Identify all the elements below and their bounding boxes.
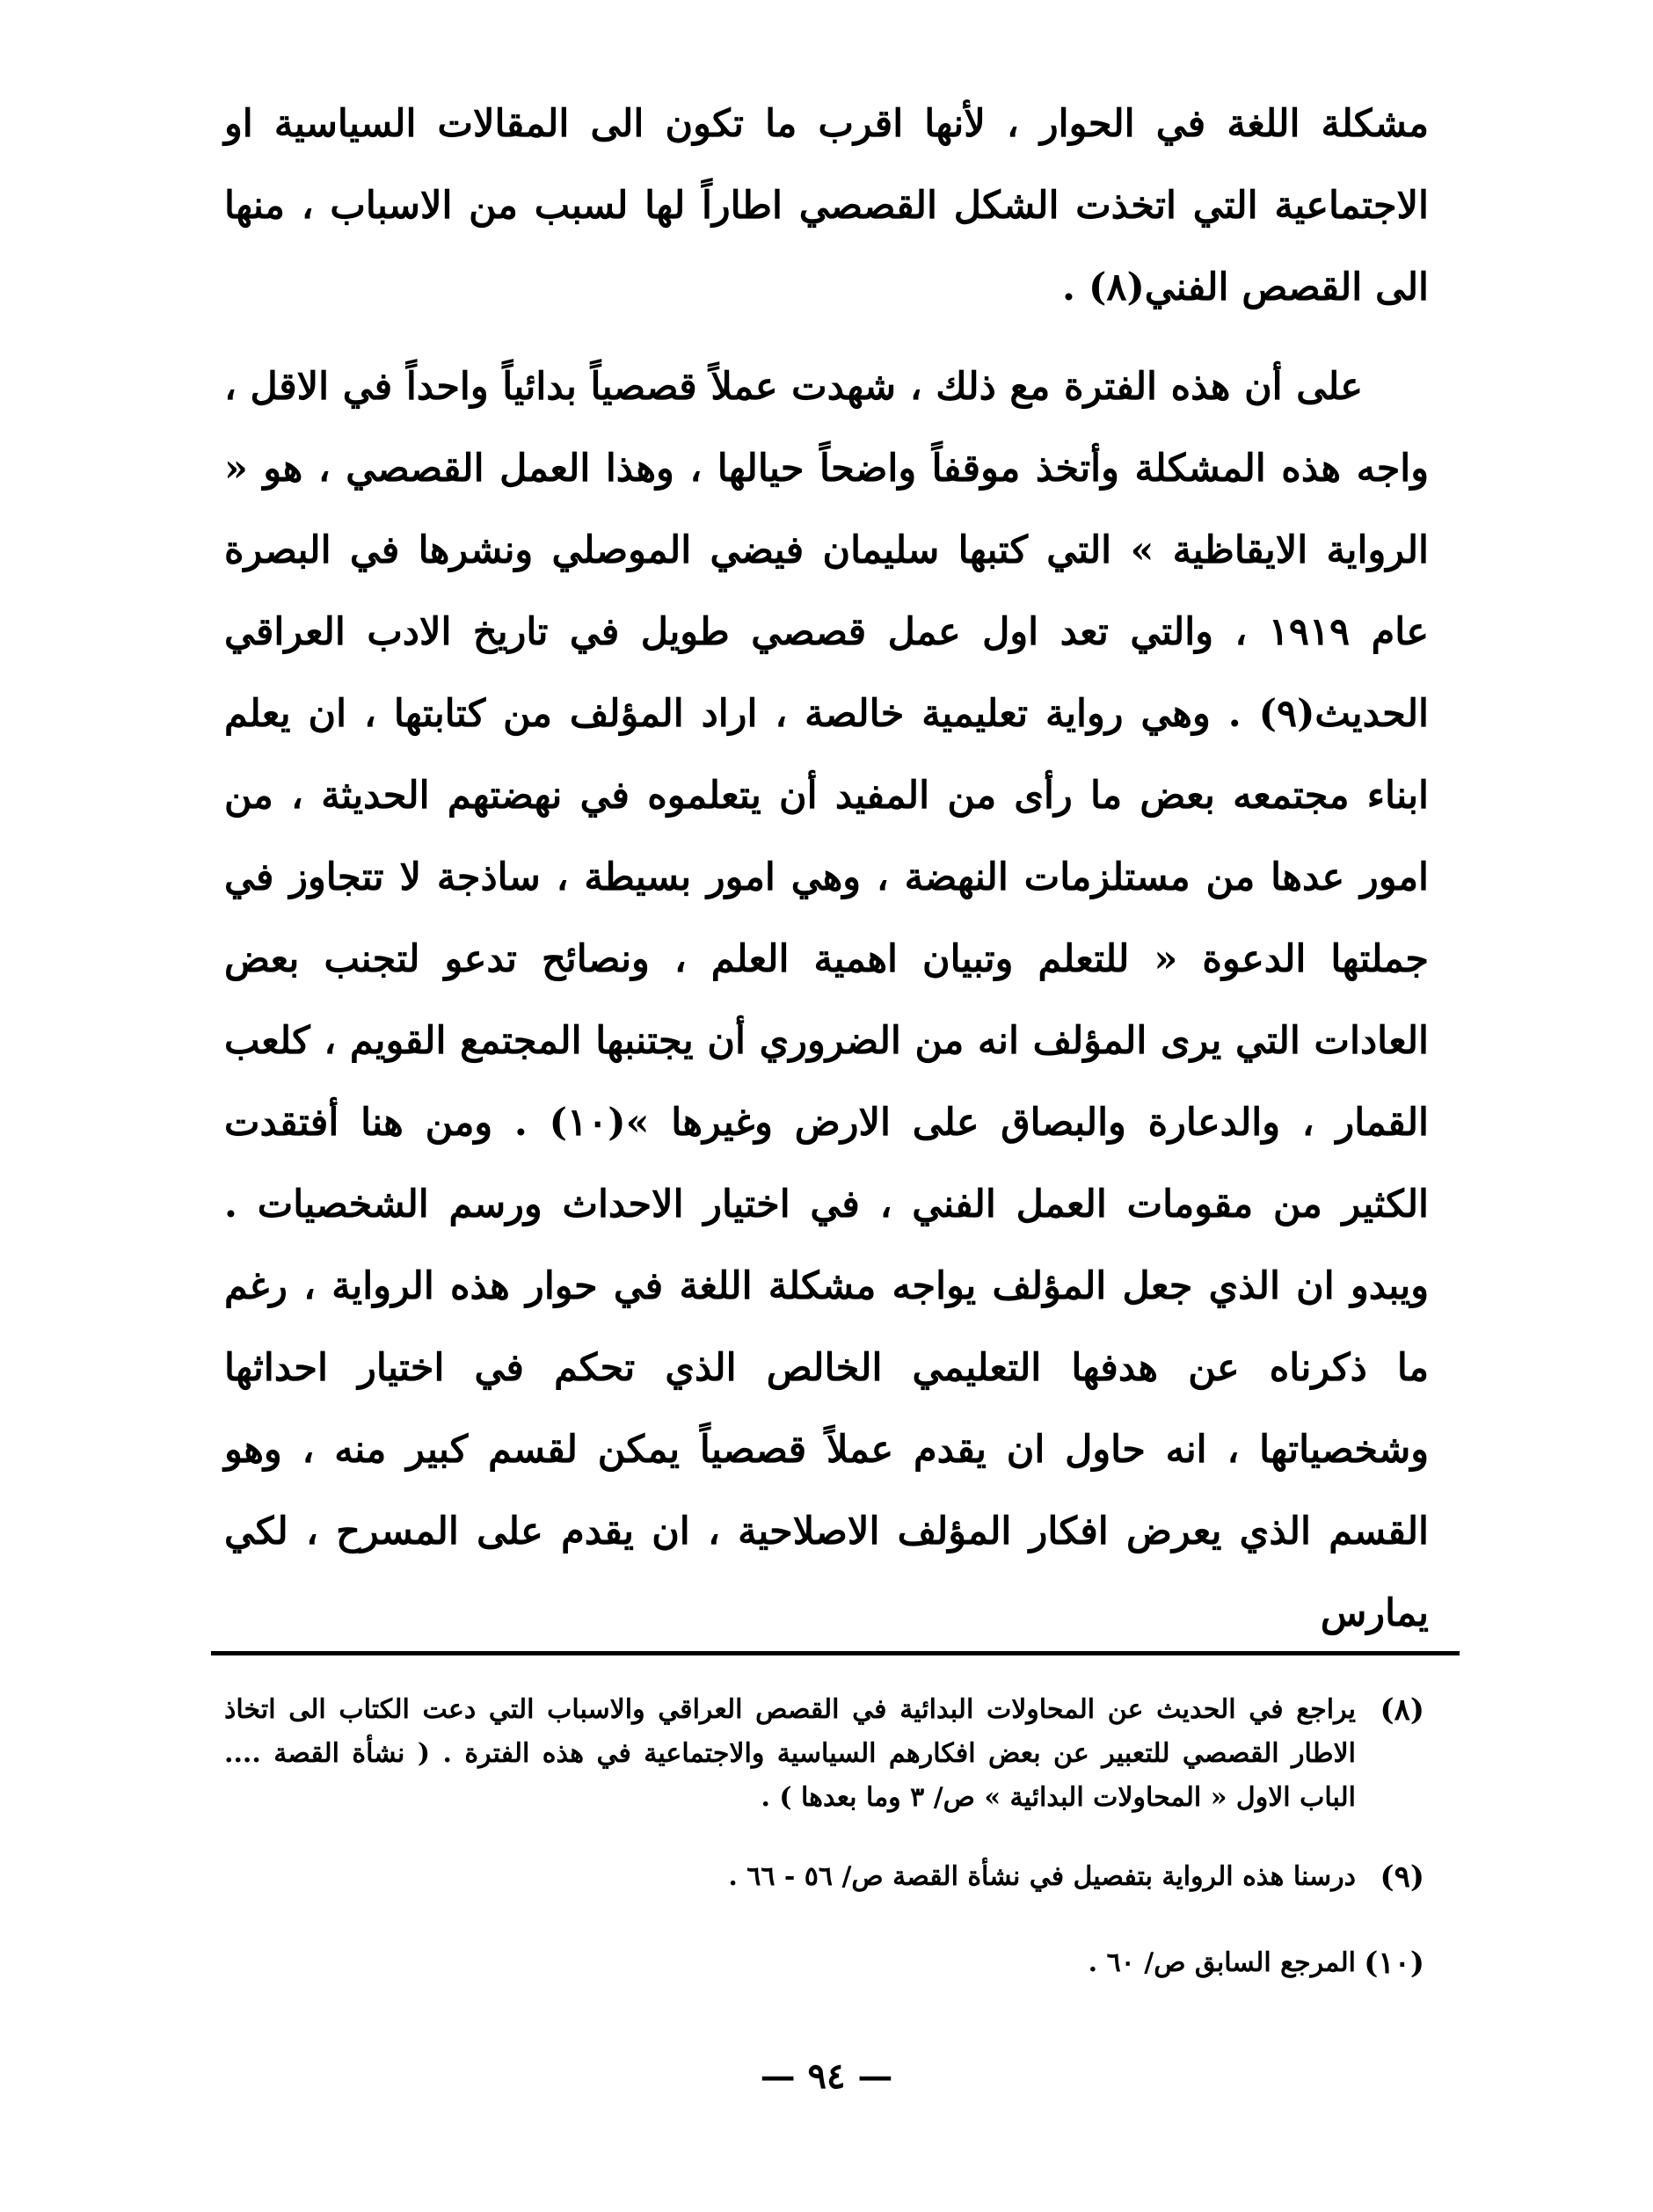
footnote-9 — [224, 1855, 1424, 1899]
footnote-text: يراجع في الحديث عن المحاولات البدائية في القصص العراقي والاسباب التي دعت الكتاب الى اتخاذ الاطار القصصي للتعبير عن بعض افكارهم السياسية والاجتماعية في هذه الفترة . ( نشأة القصة .... الباب الاول « المحاولات البدائية » ص/ ٣ وما بعدها ) . — [224, 1694, 1356, 1813]
footnote-number: (٩) — [1380, 1859, 1424, 1895]
footnote-10 — [224, 1941, 1424, 1985]
footnote-separator — [211, 1651, 1460, 1655]
footnote-8 — [224, 1688, 1424, 1820]
main-text — [224, 84, 1429, 1655]
paragraph-1: مشكلة اللغة في الحوار ، لأنها اقرب ما تكون الى المقالات السياسية او الاجتماعية التي اتخذت الشكل القصصي اطاراً لها لسبب من الاسباب ، منها الى القصص الفني(٨) . — [224, 102, 1429, 309]
footnote-text: المرجع السابق ص/ ٦٠ . — [1088, 1947, 1356, 1978]
footnote-text: درسنا هذه الرواية بتفصيل في نشأة القصة ص/ ٥٦ - ٦٦ . — [728, 1861, 1356, 1892]
page-number: — ٩٤ — — [760, 2056, 893, 2097]
footnote-number: (١٠) — [1364, 1946, 1424, 1981]
paragraph-2: على أن هذه الفترة مع ذلك ، شهدت عملاً قصصياً بدائياً واحداً في الاقل ، واجه هذه المشكلة وأتخذ موقفاً واضحاً حيالها ، وهذا العمل القصصي ، هو « الرواية الايقاظية » التي كتبها سليمان فيضي الموصلي ونشرها في البصرة عام ١٩١٩ ، والتي تعد اول عمل قصصي طويل في تاريخ الادب العراقي الحديث(٩) . وهي رواية تعليمية خالصة ، اراد المؤلف من كتابتها ، ان يعلم ابناء مجتمعه بعض ما رأى من المفيد أن يتعلموه في نهضتهم الحديثة ، من امور عدها من مستلزمات النهضة ، وهي امور بسيطة ، ساذجة لا تتجاوز في جملتها الدعوة « للتعلم وتبيان اهمية العلم ، ونصائح تدعو لتجنب بعض العادات التي يرى المؤلف انه من الضروري أن يجتنبها المجتمع القويم ، كلعب القمار ، والدعارة والبصاق على الارض وغيرها »(١٠) . ومن هنا أفتقدت الكثير من مقومات العمل الفني ، في اختيار الاحداث ورسم الشخصيات . ويبدو ان الذي جعل المؤلف يواجه مشكلة اللغة في حوار هذه الرواية ، رغم ما ذكرناه عن هدفها التعليمي الخالص الذي تحكم في اختيار احداثها وشخصياتها ، انه حاول ان يقدم عملاً قصصياً يمكن لقسم كبير منه ، وهو القسم الذي يعرض افكار المؤلف الاصلاحية ، ان يقدم على المسرح ، لكي يمارس — [224, 365, 1429, 1635]
footnote-number: (٨) — [1380, 1692, 1424, 1728]
footnotes — [224, 1688, 1424, 1985]
